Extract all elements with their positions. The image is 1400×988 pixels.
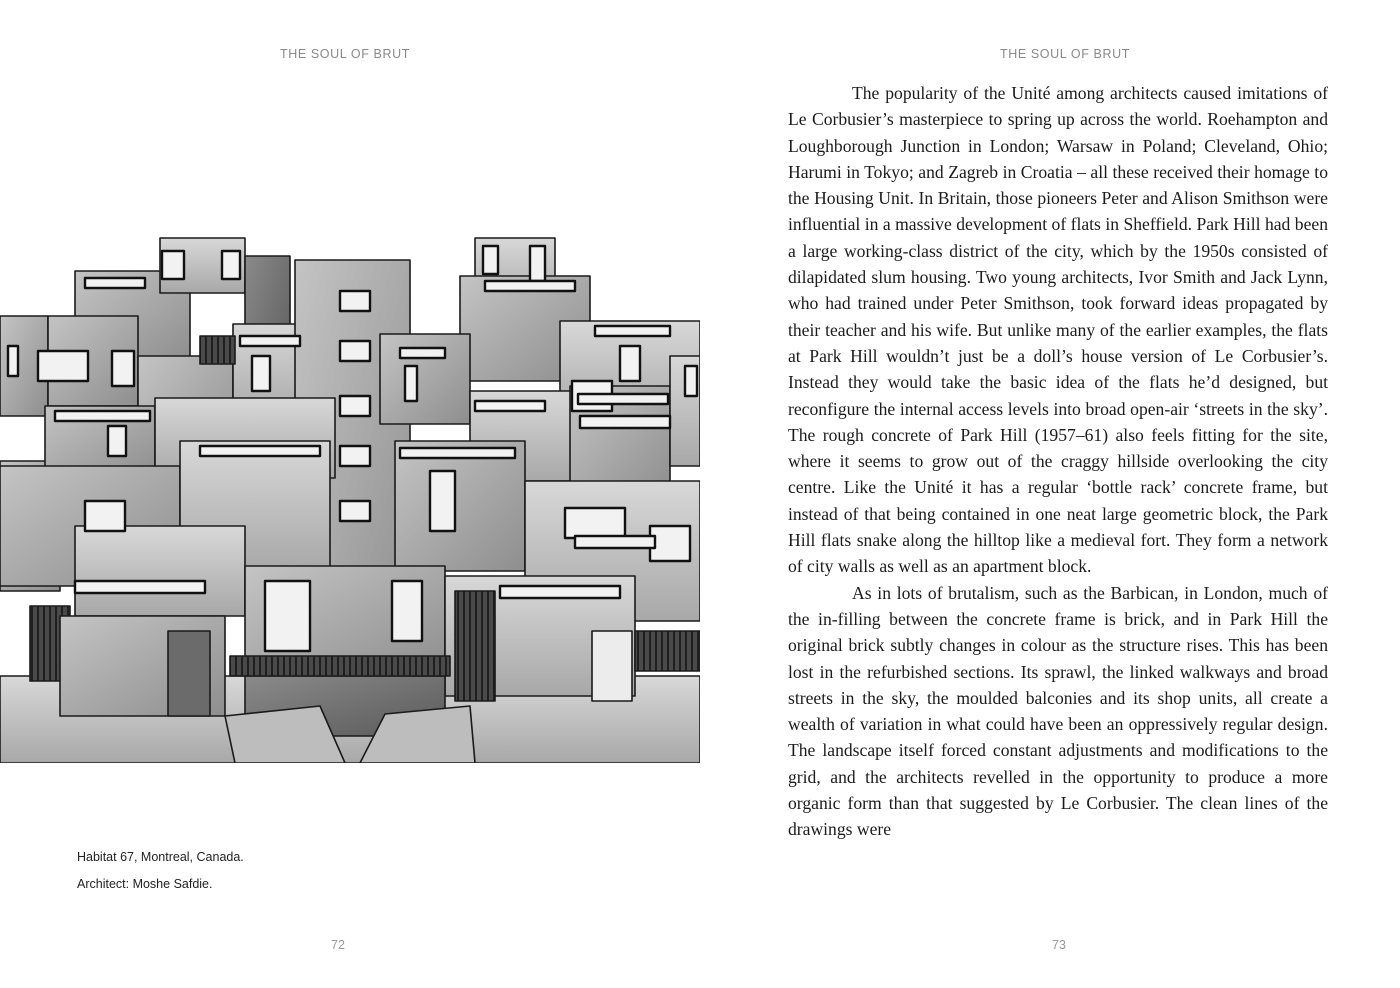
figure-caption-architect: Architect: Moshe Safdie. bbox=[77, 877, 213, 891]
paragraph: The popularity of the Unité among architects caused imitations of Le Corbusier’s masterpiece to spring up across the world. Roehampton and Loughborough Junction in London; Warsaw in Poland; Cleveland, Ohio; Harumi in Tokyo; and Zagreb in Croatia – all these received their homage to the Housing Unit. In Britain, those pioneers Peter and Alison Smithson were influential in a massive development of flats in Sheffield. Park Hill had been a large working-class district of the city, which by the 1950s consisted of dilapidated slum housing. Two young architects, Ivor Smith and Jack Lynn, who had trained under Peter Smithson, took forward ideas propagated by their teacher and his wife. But unlike many of the earlier examples, the flats at Park Hill wouldn’t just be a doll’s house version of Le Corbusier’s. Instead they would take the basic idea of the flats he’d designed, but reconfigure the internal access levels into broad open-air ‘streets in the sky’. The rough concrete of Park Hill (1957–61) also feels fitting for the site, where it seems to grow out of the craggy hillside overlooking the city centre. Like the Unité it has a regular ‘bottle rack’ concrete frame, but instead of that being contained in one neat large geometric block, the Park Hill flats snake along the hilltop like a medieval fort. They form a network of city walls as well as an apartment block. bbox=[788, 83, 1328, 577]
running-head-right: THE SOUL OF BRUT bbox=[1000, 47, 1130, 61]
running-head-left: THE SOUL OF BRUT bbox=[280, 47, 410, 61]
page-number-right: 73 bbox=[1052, 938, 1066, 952]
page-number-left: 72 bbox=[331, 938, 345, 952]
figure-caption-title: Habitat 67, Montreal, Canada. bbox=[77, 850, 244, 864]
right-page bbox=[700, 0, 1400, 988]
body-text bbox=[788, 80, 1328, 843]
habitat-67-illustration bbox=[0, 236, 700, 763]
paragraph: As in lots of brutalism, such as the Barbican, in London, much of the in-filling between the concrete frame is brick, and in Park Hill the original brick subtly changes in colour as the structure rises. This has been lost in the refurbished sections. Its sprawl, the linked walkways and broad streets in the sky, the moulded balconies and its shop units, all create a wealth of variation in what could have been an oppressively regular design. The landscape itself forced constant adjustments and modifications to the grid, and the architects revelled in the opportunity to produce a more organic form than that suggested by Le Corbusier. The clean lines of the drawings were bbox=[788, 582, 1328, 840]
